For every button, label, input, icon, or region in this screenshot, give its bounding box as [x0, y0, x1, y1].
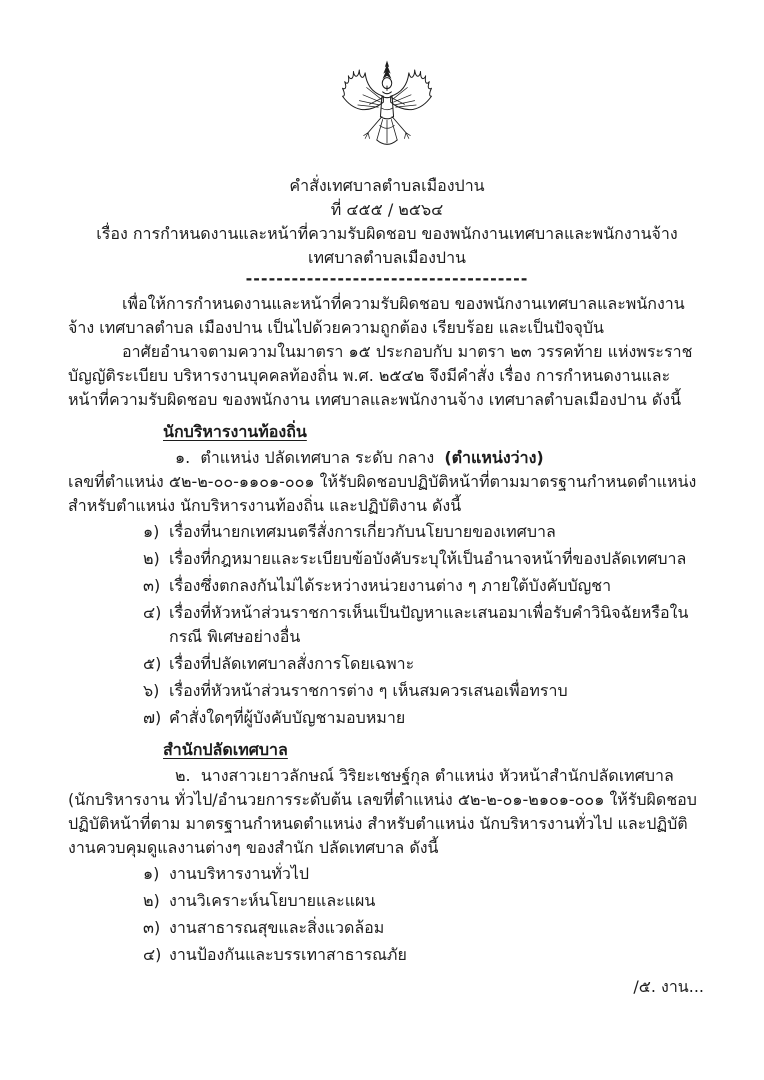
item-1-text: ตำแหน่ง ปลัดเทศบาล ระดับ กลาง — [200, 448, 440, 468]
order-subject: เรื่อง การกำหนดงานและหน้าที่ความรับผิดชอบ ของพนักงานเทศบาลและพนักงานจ้าง — [96, 224, 678, 243]
list-item-text: งานบริหารงานทั่วไป — [169, 864, 310, 884]
list-item — [143, 601, 706, 649]
paragraph-authority: อาศัยอำนาจตามความในมาตรา ๑๕ ประกอบกับ มาตรา ๒๓ วรรคท้าย แห่งพระราชบัญญัติระเบียบ บริหารงานบุคคลท้องถิ่น พ.ศ. ๒๕๔๒ จึงมีคำสั่ง เรื่อง การกำหนดงานและหน้าที่ความรับผิดชอบ ของพนักงาน เทศบาลและพนักงานจ้าง เทศบาลตำบลเมืองปาน ดังนี้ — [68, 342, 693, 410]
list-item-number: ๒) — [143, 891, 160, 911]
list-item — [143, 706, 706, 730]
title-block — [68, 174, 706, 286]
order-title: คำสั่งเทศบาลตำบลเมืองปาน — [289, 176, 485, 195]
list-item-number: ๕) — [143, 654, 162, 674]
list-item-text: เรื่องที่กฎหมายและระเบียบข้อบังคับระบุให้เป็นอำนาจหน้าที่ของปลัดเทศบาล — [169, 549, 687, 569]
list-item-number: ๖) — [143, 681, 160, 701]
list-item — [143, 520, 706, 544]
page-continuation-note: /๕. งาน... — [633, 977, 704, 997]
garuda-emblem-icon — [68, 58, 706, 168]
list-item-number: ๗) — [143, 708, 162, 728]
list-item-number: ๒) — [143, 549, 160, 569]
list-item-text: คำสั่งใดๆที่ผู้บังคับบัญชามอบหมาย — [169, 708, 406, 728]
item-2-line — [175, 764, 706, 788]
list-item-text: งานสาธารณสุขและสิ่งแวดล้อม — [169, 918, 385, 938]
section-1-duty-list — [143, 520, 706, 730]
list-item — [143, 547, 706, 571]
item-2-detail: (นักบริหารงาน ทั่วไป/อำนวยการระดับต้น เลขที่ตำแหน่ง ๕๒-๒-๐๑-๒๑๐๑-๐๐๑ ให้รับผิดชอบปฏิบัติหน้าที่ตาม มาตรฐานกำหนดตำแหน่ง สำหรับตำแหน่ง นักบริหารงานทั่วไป และปฏิบัติงานควบคุมดูแลงานต่างๆ ของสำนัก ปลัดเทศบาล ดังนี้ — [68, 790, 697, 858]
list-item-number: ๑) — [143, 522, 160, 542]
order-subject-line2: เทศบาลตำบลเมืองปาน — [308, 248, 466, 267]
order-number: ที่ ๔๕๕ / ๒๕๖๔ — [330, 200, 444, 219]
section-heading-clerk-office: สำนักปลัดเทศบาล — [163, 740, 288, 760]
section-2-duty-list — [143, 862, 706, 967]
list-item — [143, 943, 706, 967]
item-2-number: ๒. — [175, 766, 191, 786]
list-item — [143, 862, 706, 886]
list-item-number: ๔) — [143, 945, 162, 965]
item-1-line — [175, 446, 706, 470]
list-item-text: งานป้องกันและบรรเทาสาธารณภัย — [169, 945, 407, 965]
item-1-detail: เลขที่ตำแหน่ง ๕๒-๒-๐๐-๑๑๐๑-๐๐๑ ให้รับผิดชอบปฏิบัติหน้าที่ตามมาตรฐานกำหนดตำแหน่ง สำหรับตำแหน่ง นักบริหารงานท้องถิ่น และปฏิบัติงาน ดังนี้ — [68, 472, 697, 516]
item-2-text: นางสาวเยาวลักษณ์ วิริยะเชษฐ์กุล ตำแหน่ง หัวหน้าสำนักปลัดเทศบาล — [200, 766, 674, 786]
list-item-number: ๓) — [143, 576, 161, 596]
item-1-vacant-note: (ตำแหน่งว่าง) — [444, 448, 544, 468]
dashed-separator: ------------------------------------- — [245, 269, 529, 288]
list-item-text: เรื่องที่หัวหน้าส่วนราชการต่าง ๆ เห็นสมควรเสนอเพื่อทราบ — [169, 681, 568, 701]
list-item — [143, 916, 706, 940]
list-item — [143, 574, 706, 598]
list-item-text: เรื่องซึ่งตกลงกันไม่ได้ระหว่างหน่วยงานต่าง ๆ ภายใต้บังคับบัญชา — [169, 576, 612, 596]
list-item-text: เรื่องที่นายกเทศมนตรีสั่งการเกี่ยวกับนโยบายของเทศบาล — [169, 522, 556, 542]
list-item — [143, 679, 706, 703]
section-heading-local-administrator: นักบริหารงานท้องถิ่น — [163, 422, 307, 442]
list-item-text: เรื่องที่ปลัดเทศบาลสั่งการโดยเฉพาะ — [169, 654, 415, 674]
list-item — [143, 652, 706, 676]
list-item-number: ๑) — [143, 864, 160, 884]
list-item-number: ๓) — [143, 918, 161, 938]
item-1-number: ๑. — [175, 448, 191, 468]
list-item-text: เรื่องที่หัวหน้าส่วนราชการเห็นเป็นปัญหาและเสนอมาเพื่อรับคำวินิจฉัยหรือในกรณี พิเศษอย่างอื่น — [169, 603, 689, 647]
list-item-text: งานวิเคราะห์นโยบายและแผน — [169, 891, 376, 911]
list-item-number: ๔) — [143, 603, 162, 623]
list-item — [143, 889, 706, 913]
paragraph-purpose: เพื่อให้การกำหนดงานและหน้าที่ความรับผิดชอบ ของพนักงานเทศบาลและพนักงานจ้าง เทศบาลตำบล เมืองปาน เป็นไปด้วยความถูกต้อง เรียบร้อย และเป็นปัจจุบัน — [68, 294, 685, 338]
